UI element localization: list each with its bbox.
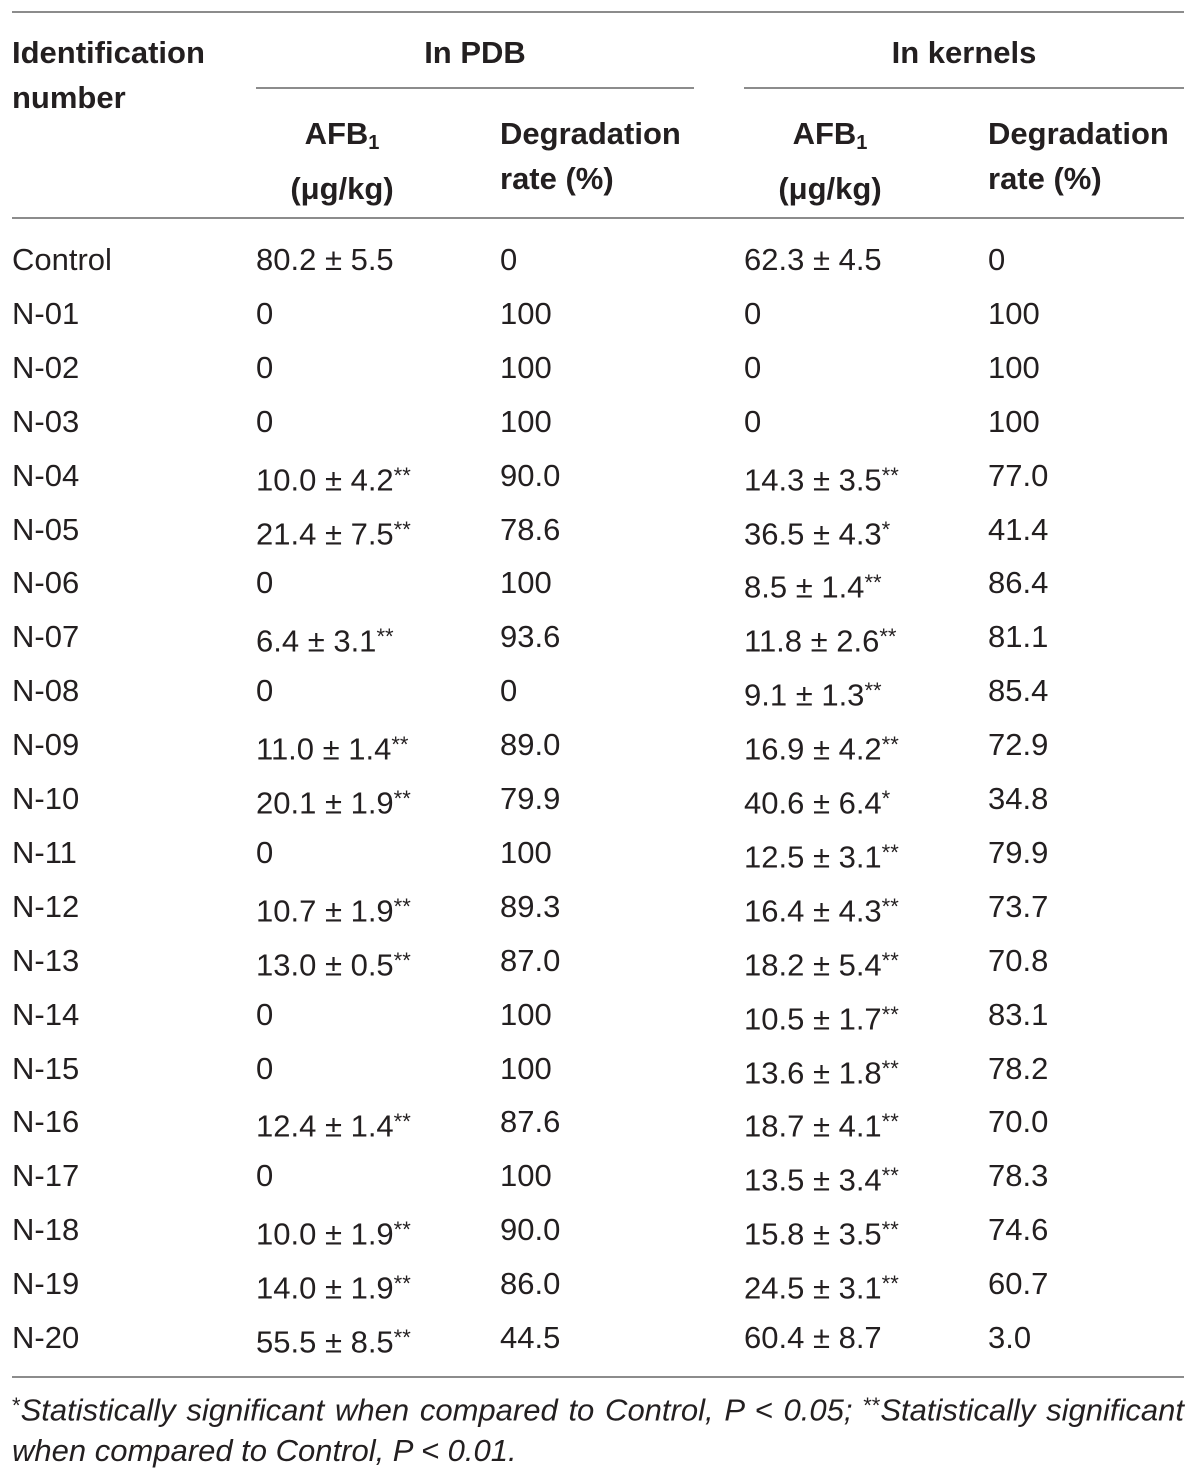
cell-pdb-afb1 bbox=[256, 617, 394, 662]
cell-pdb-degradation-rate bbox=[500, 1049, 552, 1089]
pdb-group-rule bbox=[256, 87, 694, 89]
significance-marker: ** bbox=[881, 894, 899, 919]
cell-pdb-afb1 bbox=[256, 402, 273, 442]
cell-identification-number bbox=[12, 779, 79, 819]
footnote-text-p001: Statistically significant when compared to Control, P < 0.01. bbox=[12, 1392, 1184, 1468]
cell-value: 0 bbox=[256, 673, 274, 708]
cell-pdb-degradation-rate bbox=[500, 779, 560, 819]
cell-value: 86.4 bbox=[988, 565, 1049, 600]
significance-marker: ** bbox=[393, 1217, 411, 1242]
cell-pdb-afb1 bbox=[256, 456, 411, 501]
cell-value: N-03 bbox=[12, 404, 80, 439]
significance-marker: ** bbox=[393, 517, 411, 542]
cell-value: 20.1 ± 1.9 bbox=[256, 785, 394, 821]
cell-pdb-afb1 bbox=[256, 1102, 411, 1147]
significance-marker: ** bbox=[391, 732, 409, 757]
cell-value: 0 bbox=[256, 997, 274, 1032]
cell-value: N-07 bbox=[12, 619, 80, 654]
cell-value: 13.0 ± 0.5 bbox=[256, 947, 394, 983]
cell-identification-number bbox=[12, 510, 79, 550]
cell-pdb-degradation-rate bbox=[500, 1318, 560, 1358]
footnote-text-p005: Statistically significant when compared to Control, P < 0.05; bbox=[20, 1392, 864, 1428]
cell-pdb-afb1 bbox=[256, 294, 273, 334]
significance-marker: ** bbox=[393, 948, 411, 973]
cell-identification-number bbox=[12, 563, 79, 603]
cell-pdb-afb1 bbox=[256, 995, 273, 1035]
cell-value: 15.8 ± 3.5 bbox=[744, 1216, 882, 1252]
cell-kernels-degradation-rate bbox=[988, 348, 1040, 388]
significance-marker: ** bbox=[879, 624, 897, 649]
cell-pdb-degradation-rate bbox=[500, 456, 560, 496]
afb-label: AFB bbox=[792, 116, 857, 151]
cell-value: 12.5 ± 3.1 bbox=[744, 839, 882, 875]
cell-pdb-degradation-rate bbox=[500, 617, 560, 657]
cell-value: N-12 bbox=[12, 889, 80, 924]
cell-kernels-degradation-rate bbox=[988, 1264, 1048, 1304]
significance-marker: * bbox=[881, 517, 891, 542]
cell-value: 0 bbox=[256, 350, 274, 385]
cell-value: 62.3 ± 4.5 bbox=[744, 242, 882, 277]
cell-value: 36.5 ± 4.3 bbox=[744, 516, 882, 552]
afb-label: AFB bbox=[304, 116, 369, 151]
cell-value: 79.9 bbox=[988, 835, 1049, 870]
cell-kernels-degradation-rate bbox=[988, 779, 1048, 819]
cell-identification-number bbox=[12, 1156, 79, 1196]
cell-kernels-afb1 bbox=[744, 1210, 899, 1255]
cell-value: 100 bbox=[500, 565, 552, 600]
cell-kernels-degradation-rate bbox=[988, 402, 1040, 442]
cell-kernels-degradation-rate bbox=[988, 941, 1048, 981]
cell-kernels-afb1 bbox=[744, 294, 761, 334]
cell-kernels-degradation-rate bbox=[988, 1210, 1048, 1250]
cell-identification-number bbox=[12, 887, 79, 927]
cell-value: 34.8 bbox=[988, 781, 1049, 816]
cell-value: 70.0 bbox=[988, 1104, 1049, 1139]
cell-kernels-degradation-rate bbox=[988, 833, 1048, 873]
cell-value: 0 bbox=[988, 242, 1006, 277]
cell-identification-number bbox=[12, 671, 79, 711]
cell-value: 13.5 ± 3.4 bbox=[744, 1162, 882, 1198]
cell-identification-number bbox=[12, 725, 79, 765]
cell-kernels-afb1 bbox=[744, 995, 899, 1040]
cell-pdb-afb1 bbox=[256, 240, 394, 280]
cell-value: 100 bbox=[500, 1158, 552, 1193]
cell-pdb-degradation-rate bbox=[500, 510, 560, 550]
cell-value: 0 bbox=[256, 835, 274, 870]
cell-pdb-degradation-rate bbox=[500, 887, 560, 927]
cell-kernels-afb1 bbox=[744, 456, 899, 501]
significance-marker: ** bbox=[881, 1109, 899, 1134]
cell-identification-number bbox=[12, 833, 77, 873]
cell-kernels-degradation-rate bbox=[988, 1318, 1031, 1358]
cell-value: N-15 bbox=[12, 1051, 80, 1086]
cell-value: 78.3 bbox=[988, 1158, 1049, 1193]
cell-kernels-afb1 bbox=[744, 1049, 899, 1094]
cell-identification-number bbox=[12, 1318, 79, 1358]
cell-value: 13.6 ± 1.8 bbox=[744, 1055, 882, 1091]
footnote-mark-double: ** bbox=[863, 1393, 881, 1418]
cell-pdb-degradation-rate bbox=[500, 240, 517, 280]
cell-value: 81.1 bbox=[988, 619, 1049, 654]
cell-kernels-afb1 bbox=[744, 1264, 899, 1309]
significance-marker: ** bbox=[881, 1271, 899, 1296]
cell-pdb-afb1 bbox=[256, 779, 411, 824]
cell-value: 21.4 ± 7.5 bbox=[256, 516, 394, 552]
cell-value: 10.0 ± 4.2 bbox=[256, 462, 394, 498]
table-footnote bbox=[12, 1386, 1184, 1471]
cell-pdb-afb1 bbox=[256, 941, 411, 986]
cell-value: 100 bbox=[988, 296, 1040, 331]
cell-identification-number bbox=[12, 941, 79, 981]
cell-value: 60.7 bbox=[988, 1266, 1049, 1301]
cell-value: N-09 bbox=[12, 727, 80, 762]
cell-value: 89.0 bbox=[500, 727, 561, 762]
significance-marker: ** bbox=[881, 840, 899, 865]
cell-pdb-afb1 bbox=[256, 887, 411, 932]
cell-value: N-04 bbox=[12, 458, 80, 493]
cell-value: N-01 bbox=[12, 296, 80, 331]
cell-pdb-degradation-rate bbox=[500, 833, 552, 873]
header-identification-number: Identification number bbox=[12, 35, 205, 115]
header-pdb-degradation-rate bbox=[500, 111, 700, 201]
cell-value: N-02 bbox=[12, 350, 80, 385]
cell-value: 74.6 bbox=[988, 1212, 1049, 1247]
cell-kernels-afb1 bbox=[744, 1318, 882, 1358]
cell-kernels-degradation-rate bbox=[988, 1049, 1048, 1089]
cell-pdb-afb1 bbox=[256, 1049, 273, 1089]
cell-kernels-degradation-rate bbox=[988, 510, 1048, 550]
cell-value: 0 bbox=[744, 404, 762, 439]
significance-marker: ** bbox=[881, 732, 899, 757]
cell-value: N-17 bbox=[12, 1158, 80, 1193]
significance-marker: ** bbox=[393, 1109, 411, 1134]
cell-kernels-degradation-rate bbox=[988, 725, 1048, 765]
cell-value: 10.0 ± 1.9 bbox=[256, 1216, 394, 1252]
significance-marker: ** bbox=[393, 786, 411, 811]
significance-marker: ** bbox=[881, 1217, 899, 1242]
cell-value: 83.1 bbox=[988, 997, 1049, 1032]
cell-value: 78.2 bbox=[988, 1051, 1049, 1086]
cell-kernels-degradation-rate bbox=[988, 456, 1048, 496]
cell-pdb-degradation-rate bbox=[500, 1264, 560, 1304]
cell-value: 90.0 bbox=[500, 458, 561, 493]
significance-marker: ** bbox=[864, 570, 882, 595]
cell-value: N-14 bbox=[12, 997, 80, 1032]
header-group-in-kernels: In kernels bbox=[891, 35, 1037, 70]
cell-pdb-afb1 bbox=[256, 510, 411, 555]
cell-value: 87.6 bbox=[500, 1104, 561, 1139]
cell-value: 100 bbox=[500, 1051, 552, 1086]
header-kernels-degradation-rate bbox=[988, 111, 1188, 201]
cell-value: 86.0 bbox=[500, 1266, 561, 1301]
cell-kernels-afb1 bbox=[744, 402, 761, 442]
cell-value: 100 bbox=[500, 350, 552, 385]
rate-unit: rate (%) bbox=[988, 161, 1102, 196]
afb-subscript: 1 bbox=[368, 132, 380, 154]
significance-marker: ** bbox=[393, 894, 411, 919]
cell-kernels-afb1 bbox=[744, 887, 899, 932]
cell-kernels-afb1 bbox=[744, 941, 899, 986]
cell-value: 6.4 ± 3.1 bbox=[256, 623, 377, 659]
cell-value: 16.4 ± 4.3 bbox=[744, 893, 882, 929]
cell-kernels-afb1 bbox=[744, 510, 890, 555]
cell-pdb-degradation-rate bbox=[500, 348, 552, 388]
cell-value: 60.4 ± 8.7 bbox=[744, 1320, 882, 1355]
cell-value: Control bbox=[12, 242, 112, 277]
cell-kernels-degradation-rate bbox=[988, 995, 1048, 1035]
cell-kernels-afb1 bbox=[744, 240, 882, 280]
cell-pdb-degradation-rate bbox=[500, 1156, 552, 1196]
cell-value: N-10 bbox=[12, 781, 80, 816]
cell-value: 100 bbox=[500, 835, 552, 870]
cell-value: 10.7 ± 1.9 bbox=[256, 893, 394, 929]
cell-identification-number bbox=[12, 456, 79, 496]
rate-unit: rate (%) bbox=[500, 161, 614, 196]
cell-kernels-afb1 bbox=[744, 671, 882, 716]
cell-identification-number bbox=[12, 348, 79, 388]
cell-kernels-afb1 bbox=[744, 833, 899, 878]
cell-kernels-afb1 bbox=[744, 563, 882, 608]
cell-identification-number bbox=[12, 1102, 79, 1142]
cell-value: 12.4 ± 1.4 bbox=[256, 1108, 394, 1144]
header-kernels-afb1 bbox=[744, 111, 916, 211]
cell-kernels-afb1 bbox=[744, 617, 897, 662]
afb-subscript: 1 bbox=[856, 132, 868, 154]
cell-pdb-afb1 bbox=[256, 1210, 411, 1255]
cell-value: 44.5 bbox=[500, 1320, 561, 1355]
cell-pdb-degradation-rate bbox=[500, 725, 560, 765]
cell-value: 100 bbox=[500, 404, 552, 439]
significance-marker: ** bbox=[393, 463, 411, 488]
cell-pdb-degradation-rate bbox=[500, 402, 552, 442]
cell-value: N-11 bbox=[12, 835, 77, 870]
cell-identification-number bbox=[12, 1210, 79, 1250]
cell-kernels-afb1 bbox=[744, 1156, 899, 1201]
cell-identification-number bbox=[12, 294, 79, 334]
cell-pdb-degradation-rate bbox=[500, 671, 517, 711]
cell-value: 55.5 ± 8.5 bbox=[256, 1324, 394, 1360]
significance-marker: ** bbox=[881, 1163, 899, 1188]
degradation-label: Degradation bbox=[500, 116, 681, 151]
cell-value: 73.7 bbox=[988, 889, 1049, 924]
cell-value: 0 bbox=[744, 296, 762, 331]
cell-value: 18.7 ± 4.1 bbox=[744, 1108, 882, 1144]
cell-identification-number bbox=[12, 1049, 79, 1089]
significance-marker: ** bbox=[881, 1056, 899, 1081]
significance-marker: ** bbox=[376, 624, 394, 649]
cell-value: 70.8 bbox=[988, 943, 1049, 978]
cell-value: 100 bbox=[500, 997, 552, 1032]
cell-pdb-degradation-rate bbox=[500, 294, 552, 334]
header-pdb-afb1 bbox=[256, 111, 428, 211]
significance-marker: ** bbox=[393, 1325, 411, 1350]
cell-value: 80.2 ± 5.5 bbox=[256, 242, 394, 277]
cell-kernels-degradation-rate bbox=[988, 671, 1048, 711]
cell-value: 0 bbox=[744, 350, 762, 385]
cell-kernels-degradation-rate bbox=[988, 294, 1040, 334]
cell-value: 100 bbox=[988, 350, 1040, 385]
cell-value: 90.0 bbox=[500, 1212, 561, 1247]
afb-unit: (μg/kg) bbox=[778, 171, 882, 206]
significance-marker: ** bbox=[881, 1002, 899, 1027]
cell-value: 40.6 ± 6.4 bbox=[744, 785, 882, 821]
cell-value: N-08 bbox=[12, 673, 80, 708]
cell-kernels-afb1 bbox=[744, 1102, 899, 1147]
cell-pdb-afb1 bbox=[256, 563, 273, 603]
cell-value: 14.0 ± 1.9 bbox=[256, 1270, 394, 1306]
cell-value: 100 bbox=[500, 296, 552, 331]
cell-identification-number bbox=[12, 402, 79, 442]
cell-kernels-degradation-rate bbox=[988, 1102, 1048, 1142]
cell-pdb-afb1 bbox=[256, 348, 273, 388]
cell-value: 16.9 ± 4.2 bbox=[744, 731, 882, 767]
cell-kernels-degradation-rate bbox=[988, 563, 1048, 603]
cell-value: 10.5 ± 1.7 bbox=[744, 1001, 882, 1037]
cell-value: 14.3 ± 3.5 bbox=[744, 462, 882, 498]
cell-value: 11.0 ± 1.4 bbox=[256, 731, 392, 767]
cell-value: N-13 bbox=[12, 943, 80, 978]
table-bottom-rule bbox=[12, 1376, 1184, 1378]
afb-unit: (μg/kg) bbox=[290, 171, 394, 206]
significance-marker: ** bbox=[393, 1271, 411, 1296]
cell-value: 0 bbox=[500, 673, 518, 708]
cell-value: 85.4 bbox=[988, 673, 1049, 708]
cell-kernels-degradation-rate bbox=[988, 240, 1005, 280]
cell-pdb-afb1 bbox=[256, 1156, 273, 1196]
cell-pdb-afb1 bbox=[256, 833, 273, 873]
cell-value: 0 bbox=[500, 242, 518, 277]
kernels-group-rule bbox=[744, 87, 1184, 89]
cell-kernels-afb1 bbox=[744, 779, 890, 824]
cell-kernels-degradation-rate bbox=[988, 1156, 1048, 1196]
cell-value: 24.5 ± 3.1 bbox=[744, 1270, 882, 1306]
cell-identification-number bbox=[12, 995, 79, 1035]
cell-value: 77.0 bbox=[988, 458, 1049, 493]
cell-pdb-degradation-rate bbox=[500, 995, 552, 1035]
cell-value: N-05 bbox=[12, 512, 80, 547]
cell-pdb-afb1 bbox=[256, 1264, 411, 1309]
cell-kernels-degradation-rate bbox=[988, 617, 1048, 657]
header-bottom-rule bbox=[12, 217, 1184, 219]
degradation-label: Degradation bbox=[988, 116, 1169, 151]
cell-value: N-20 bbox=[12, 1320, 80, 1355]
cell-kernels-afb1 bbox=[744, 348, 761, 388]
cell-value: 78.6 bbox=[500, 512, 561, 547]
significance-marker: * bbox=[881, 786, 891, 811]
cell-identification-number bbox=[12, 240, 112, 280]
cell-pdb-afb1 bbox=[256, 725, 409, 770]
cell-value: 11.8 ± 2.6 bbox=[744, 623, 880, 659]
cell-value: 9.1 ± 1.3 bbox=[744, 677, 865, 713]
cell-value: 0 bbox=[256, 296, 274, 331]
cell-pdb-degradation-rate bbox=[500, 1210, 560, 1250]
cell-value: N-18 bbox=[12, 1212, 80, 1247]
cell-pdb-degradation-rate bbox=[500, 563, 552, 603]
cell-value: 8.5 ± 1.4 bbox=[744, 569, 865, 605]
cell-value: 41.4 bbox=[988, 512, 1049, 547]
cell-value: 93.6 bbox=[500, 619, 561, 654]
table-top-rule bbox=[12, 11, 1184, 13]
significance-marker: ** bbox=[864, 678, 882, 703]
header-group-in-pdb: In PDB bbox=[424, 35, 526, 70]
cell-value: N-16 bbox=[12, 1104, 80, 1139]
cell-value: 72.9 bbox=[988, 727, 1049, 762]
cell-value: 100 bbox=[988, 404, 1040, 439]
cell-value: 3.0 bbox=[988, 1320, 1032, 1355]
cell-pdb-afb1 bbox=[256, 671, 273, 711]
cell-identification-number bbox=[12, 617, 79, 657]
cell-value: 89.3 bbox=[500, 889, 561, 924]
cell-value: 79.9 bbox=[500, 781, 561, 816]
cell-pdb-degradation-rate bbox=[500, 1102, 560, 1142]
cell-value: 0 bbox=[256, 565, 274, 600]
cell-value: 0 bbox=[256, 1158, 274, 1193]
cell-value: 0 bbox=[256, 1051, 274, 1086]
cell-pdb-degradation-rate bbox=[500, 941, 560, 981]
cell-value: N-19 bbox=[12, 1266, 80, 1301]
cell-value: N-06 bbox=[12, 565, 80, 600]
cell-value: 87.0 bbox=[500, 943, 561, 978]
cell-kernels-afb1 bbox=[744, 725, 899, 770]
cell-identification-number bbox=[12, 1264, 79, 1304]
footnote-mark-single: * bbox=[12, 1393, 21, 1418]
cell-kernels-degradation-rate bbox=[988, 887, 1048, 927]
significance-marker: ** bbox=[881, 463, 899, 488]
cell-value: 0 bbox=[256, 404, 274, 439]
cell-value: 18.2 ± 5.4 bbox=[744, 947, 882, 983]
cell-pdb-afb1 bbox=[256, 1318, 411, 1363]
significance-marker: ** bbox=[881, 948, 899, 973]
